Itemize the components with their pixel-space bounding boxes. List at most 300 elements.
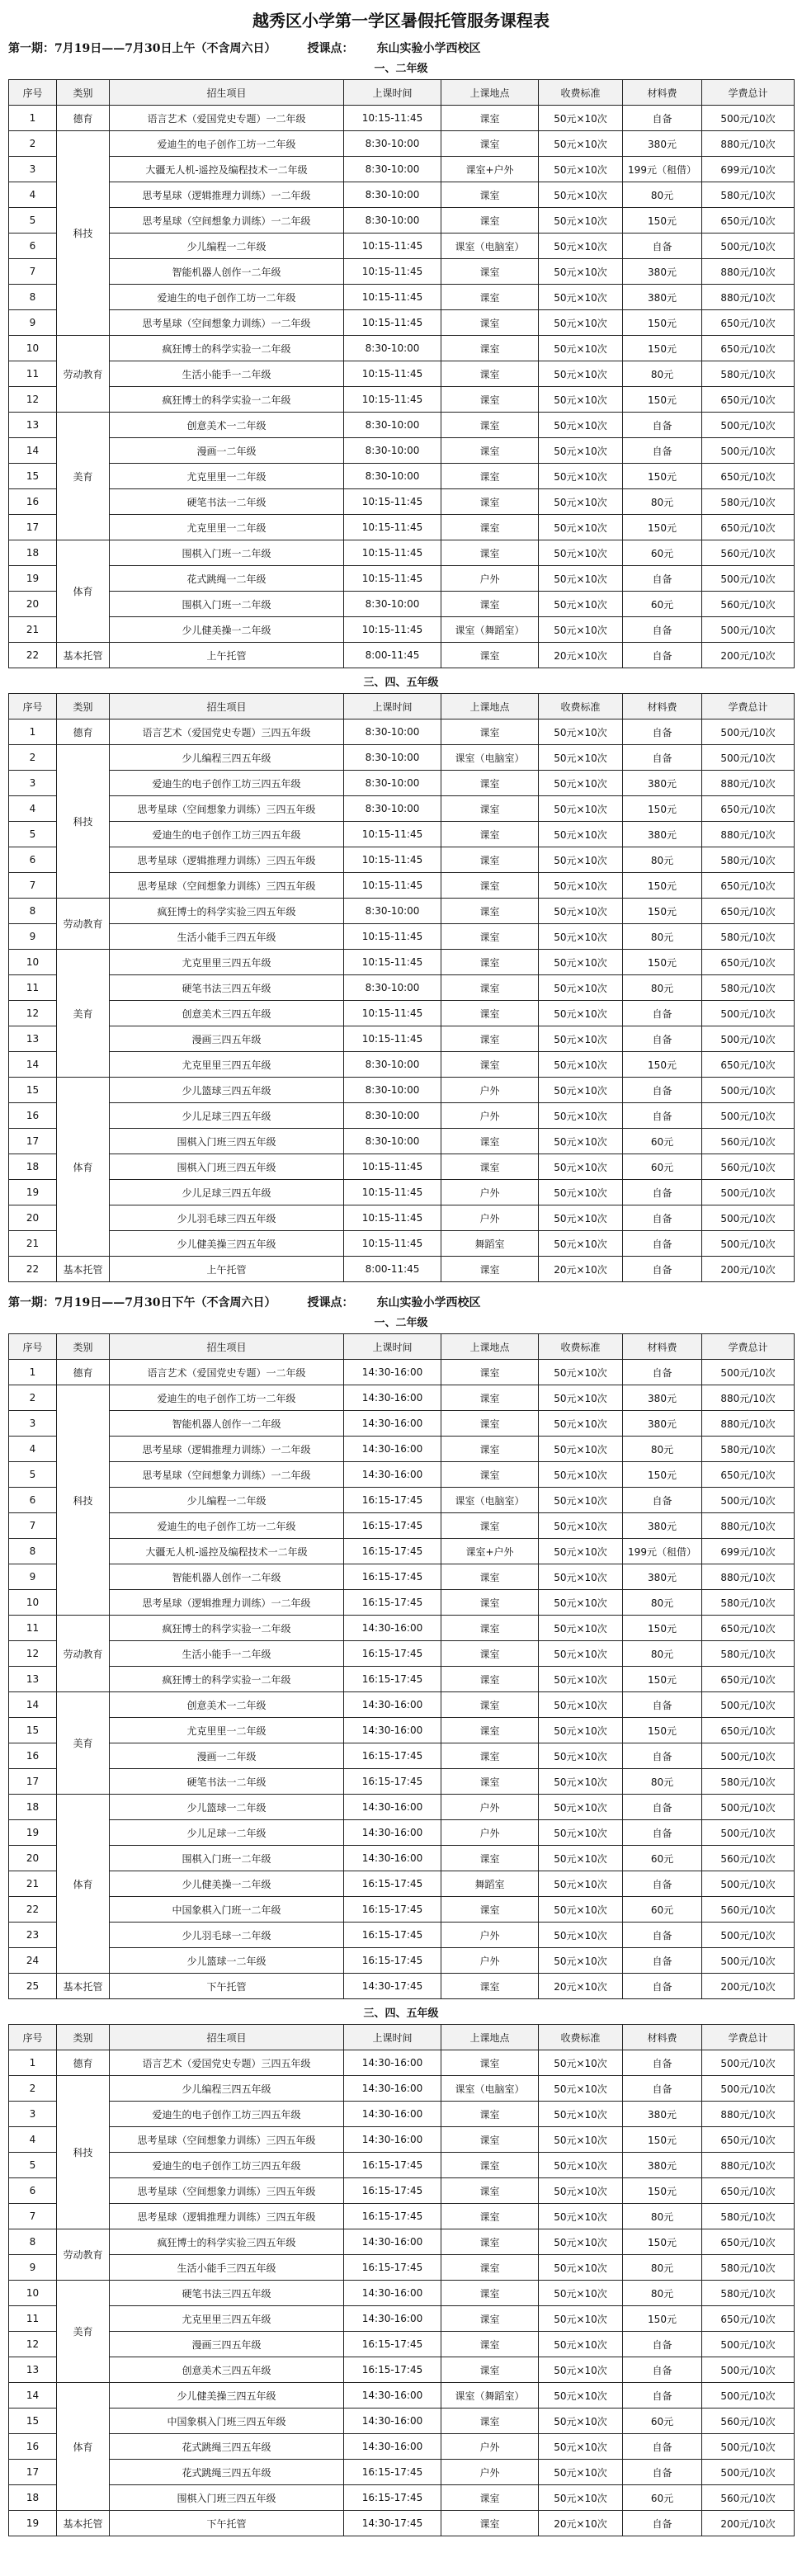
- cell-material: 150元: [623, 387, 702, 413]
- location-label: 授课点：: [307, 42, 354, 55]
- cell-time: 16:15-17:45: [344, 1871, 441, 1897]
- cell-index: 19: [9, 566, 57, 592]
- cell-time: 10:15-11:45: [344, 950, 441, 975]
- cell-total: 650元/10次: [702, 1462, 795, 1488]
- cell-material: 自备: [623, 1103, 702, 1129]
- cell-index: 6: [9, 1488, 57, 1513]
- column-header: 材料费: [623, 2025, 702, 2050]
- cell-location: 户外: [441, 1795, 539, 1820]
- cell-category: 基本托管: [57, 643, 110, 668]
- cell-index: 2: [9, 1385, 57, 1411]
- cell-index: 10: [9, 950, 57, 975]
- table-row: [9, 2229, 795, 2255]
- cell-location: 户外: [441, 1103, 539, 1129]
- cell-material: 380元: [623, 285, 702, 310]
- table-row: [9, 2332, 795, 2357]
- cell-index: 20: [9, 1205, 57, 1231]
- cell-index: 5: [9, 208, 57, 234]
- column-header: 上课时间: [344, 80, 441, 106]
- cell-time: 10:15-11:45: [344, 310, 441, 336]
- cell-course: 围棋入门班三四五年级: [110, 1154, 344, 1180]
- cell-fee: 20元×10次: [539, 2511, 623, 2536]
- cell-total: 880元/10次: [702, 2102, 795, 2127]
- spacer: [8, 1282, 794, 1292]
- table-row: [9, 771, 795, 796]
- cell-time: 8:30-10:00: [344, 975, 441, 1001]
- cell-index: 20: [9, 592, 57, 617]
- cell-time: 14:30-16:00: [344, 1692, 441, 1718]
- table-row: [9, 540, 795, 566]
- cell-course: 漫画一二年级: [110, 1743, 344, 1769]
- cell-total: 500元/10次: [702, 1360, 795, 1385]
- cell-course: 围棋入门班一二年级: [110, 592, 344, 617]
- cell-course: 尤克里里一二年级: [110, 515, 344, 540]
- cell-total: 500元/10次: [702, 1795, 795, 1820]
- cell-material: 自备: [623, 2511, 702, 2536]
- cell-time: 10:15-11:45: [344, 847, 441, 873]
- cell-total: 200元/10次: [702, 2511, 795, 2536]
- cell-fee: 50元×10次: [539, 617, 623, 643]
- cell-location: 课室: [441, 182, 539, 208]
- cell-material: 自备: [623, 1692, 702, 1718]
- table-row: [9, 643, 795, 668]
- cell-index: 6: [9, 2178, 57, 2204]
- cell-material: 自备: [623, 1001, 702, 1026]
- cell-course: 思考星球（空间想象力训练）三四五年级: [110, 873, 344, 899]
- table-row: [9, 1488, 795, 1513]
- table-row: [9, 1667, 795, 1692]
- table-row: [9, 1769, 795, 1795]
- cell-index: 10: [9, 2281, 57, 2306]
- cell-fee: 50元×10次: [539, 157, 623, 182]
- cell-course: 思考星球（空间想象力训练）三四五年级: [110, 2178, 344, 2204]
- cell-fee: 50元×10次: [539, 2153, 623, 2178]
- column-header: 序号: [9, 1334, 57, 1360]
- table-row: [9, 873, 795, 899]
- cell-time: 10:15-11:45: [344, 566, 441, 592]
- cell-location: 课室: [441, 2229, 539, 2255]
- cell-total: 880元/10次: [702, 822, 795, 847]
- cell-fee: 50元×10次: [539, 336, 623, 361]
- cell-fee: 50元×10次: [539, 413, 623, 438]
- cell-course: 围棋入门班一二年级: [110, 1846, 344, 1871]
- column-header: 学费总计: [702, 694, 795, 719]
- cell-time: 14:30-16:00: [344, 1385, 441, 1411]
- cell-course: 智能机器人创作一二年级: [110, 1564, 344, 1590]
- cell-time: 10:15-11:45: [344, 489, 441, 515]
- cell-total: 650元/10次: [702, 2229, 795, 2255]
- cell-location: 课室: [441, 2485, 539, 2511]
- cell-material: 自备: [623, 643, 702, 668]
- cell-index: 3: [9, 771, 57, 796]
- cell-time: 16:15-17:45: [344, 2357, 441, 2383]
- cell-location: 课室: [441, 924, 539, 950]
- cell-index: 19: [9, 1820, 57, 1846]
- column-header: 材料费: [623, 1334, 702, 1360]
- cell-index: 13: [9, 1667, 57, 1692]
- cell-course: 少儿编程三四五年级: [110, 745, 344, 771]
- column-header: 招生项目: [110, 80, 344, 106]
- cell-time: 10:15-11:45: [344, 259, 441, 285]
- cell-total: 560元/10次: [702, 1154, 795, 1180]
- cell-location: 课室: [441, 2511, 539, 2536]
- cell-material: 自备: [623, 1488, 702, 1513]
- cell-course: 思考星球（逻辑推理力训练）三四五年级: [110, 847, 344, 873]
- course-table: [8, 693, 795, 1282]
- cell-fee: 50元×10次: [539, 1820, 623, 1846]
- cell-fee: 50元×10次: [539, 1103, 623, 1129]
- table-row: [9, 208, 795, 234]
- cell-total: 500元/10次: [702, 1026, 795, 1052]
- cell-material: 150元: [623, 2127, 702, 2153]
- cell-total: 500元/10次: [702, 1180, 795, 1205]
- cell-location: 舞蹈室: [441, 1871, 539, 1897]
- cell-material: 380元: [623, 1513, 702, 1539]
- cell-material: 60元: [623, 1154, 702, 1180]
- table-row: [9, 2153, 795, 2178]
- cell-total: 500元/10次: [702, 234, 795, 259]
- cell-course: 少儿编程三四五年级: [110, 2076, 344, 2102]
- cell-fee: 50元×10次: [539, 515, 623, 540]
- cell-fee: 50元×10次: [539, 1437, 623, 1462]
- cell-fee: 50元×10次: [539, 1846, 623, 1871]
- cell-material: 380元: [623, 771, 702, 796]
- table-row: [9, 1974, 795, 1999]
- cell-material: 自备: [623, 1820, 702, 1846]
- cell-index: 15: [9, 464, 57, 489]
- cell-material: 150元: [623, 515, 702, 540]
- cell-fee: 50元×10次: [539, 310, 623, 336]
- cell-location: 课室+户外: [441, 157, 539, 182]
- cell-time: 16:15-17:45: [344, 2153, 441, 2178]
- cell-location: 课室（舞蹈室）: [441, 617, 539, 643]
- cell-course: 爱迪生的电子创作工坊三四五年级: [110, 2153, 344, 2178]
- table-row: [9, 2357, 795, 2383]
- cell-course: 思考星球（空间想象力训练）一二年级: [110, 208, 344, 234]
- cell-fee: 50元×10次: [539, 540, 623, 566]
- cell-time: 16:15-17:45: [344, 1641, 441, 1667]
- cell-course: 硬笔书法一二年级: [110, 1769, 344, 1795]
- cell-time: 16:15-17:45: [344, 2178, 441, 2204]
- course-table: [8, 2024, 795, 2536]
- cell-material: 自备: [623, 2383, 702, 2409]
- table-row: [9, 950, 795, 975]
- cell-location: 户外: [441, 566, 539, 592]
- cell-index: 7: [9, 1513, 57, 1539]
- cell-material: 150元: [623, 1052, 702, 1078]
- cell-total: 650元/10次: [702, 464, 795, 489]
- cell-index: 7: [9, 873, 57, 899]
- cell-location: 课室: [441, 771, 539, 796]
- cell-fee: 50元×10次: [539, 975, 623, 1001]
- cell-category: 劳动教育: [57, 336, 110, 413]
- cell-material: 80元: [623, 1641, 702, 1667]
- spacer: [8, 2536, 794, 2546]
- table-row: [9, 182, 795, 208]
- table-row: [9, 1616, 795, 1641]
- cell-index: 13: [9, 413, 57, 438]
- cell-category: 德育: [57, 106, 110, 131]
- column-header: 类别: [57, 80, 110, 106]
- table-row: [9, 157, 795, 182]
- cell-total: 500元/10次: [702, 2434, 795, 2460]
- cell-course: 语言艺术（爱国党史专题）一二年级: [110, 1360, 344, 1385]
- table-row: [9, 1897, 795, 1923]
- cell-total: 500元/10次: [702, 1231, 795, 1257]
- cell-total: 650元/10次: [702, 2127, 795, 2153]
- cell-course: 少儿篮球三四五年级: [110, 1078, 344, 1103]
- cell-course: 疯狂博士的科学实验三四五年级: [110, 2229, 344, 2255]
- cell-fee: 50元×10次: [539, 464, 623, 489]
- cell-fee: 50元×10次: [539, 2255, 623, 2281]
- table-row: [9, 2255, 795, 2281]
- cell-material: 80元: [623, 1437, 702, 1462]
- cell-material: 自备: [623, 719, 702, 745]
- table-row: [9, 234, 795, 259]
- cell-material: 150元: [623, 464, 702, 489]
- cell-time: 10:15-11:45: [344, 285, 441, 310]
- cell-fee: 20元×10次: [539, 643, 623, 668]
- cell-material: 60元: [623, 592, 702, 617]
- cell-location: 课室: [441, 1154, 539, 1180]
- cell-fee: 50元×10次: [539, 2127, 623, 2153]
- cell-index: 2: [9, 745, 57, 771]
- cell-material: 80元: [623, 1769, 702, 1795]
- cell-total: 560元/10次: [702, 592, 795, 617]
- cell-material: 150元: [623, 950, 702, 975]
- cell-course: 创意美术一二年级: [110, 1692, 344, 1718]
- table-row: [9, 1718, 795, 1743]
- cell-material: 自备: [623, 617, 702, 643]
- cell-fee: 50元×10次: [539, 1231, 623, 1257]
- column-header: 收费标准: [539, 80, 623, 106]
- cell-location: 户外: [441, 1205, 539, 1231]
- cell-course: 尤克里里三四五年级: [110, 950, 344, 975]
- cell-time: 14:30-16:00: [344, 1718, 441, 1743]
- cell-category: 德育: [57, 1360, 110, 1385]
- cell-index: 25: [9, 1974, 57, 1999]
- cell-course: 硬笔书法三四五年级: [110, 975, 344, 1001]
- cell-fee: 50元×10次: [539, 234, 623, 259]
- table-row: [9, 361, 795, 387]
- cell-location: 课室: [441, 822, 539, 847]
- cell-course: 智能机器人创作一二年级: [110, 259, 344, 285]
- cell-location: 课室+户外: [441, 1539, 539, 1564]
- column-header: 序号: [9, 694, 57, 719]
- table-row: [9, 1743, 795, 1769]
- table-row: [9, 1026, 795, 1052]
- cell-location: 课室: [441, 131, 539, 157]
- cell-material: 80元: [623, 2255, 702, 2281]
- cell-total: 580元/10次: [702, 361, 795, 387]
- cell-location: 课室: [441, 643, 539, 668]
- cell-total: 580元/10次: [702, 2204, 795, 2229]
- cell-index: 19: [9, 1180, 57, 1205]
- table-row: [9, 106, 795, 131]
- cell-fee: 20元×10次: [539, 1257, 623, 1282]
- cell-material: 80元: [623, 2204, 702, 2229]
- cell-material: 80元: [623, 847, 702, 873]
- cell-category: 美育: [57, 413, 110, 540]
- cell-index: 8: [9, 1539, 57, 1564]
- cell-fee: 20元×10次: [539, 1974, 623, 1999]
- cell-total: 500元/10次: [702, 1078, 795, 1103]
- cell-location: 课室: [441, 1385, 539, 1411]
- cell-course: 花式跳绳三四五年级: [110, 2434, 344, 2460]
- cell-location: 课室: [441, 540, 539, 566]
- cell-index: 16: [9, 1743, 57, 1769]
- cell-fee: 50元×10次: [539, 1462, 623, 1488]
- table-row: [9, 1513, 795, 1539]
- cell-total: 500元/10次: [702, 2050, 795, 2076]
- cell-index: 4: [9, 796, 57, 822]
- cell-index: 6: [9, 234, 57, 259]
- grade-heading: 一、二年级: [374, 63, 428, 75]
- column-header: 序号: [9, 80, 57, 106]
- cell-course: 花式跳绳三四五年级: [110, 2460, 344, 2485]
- cell-category: 美育: [57, 1692, 110, 1795]
- cell-fee: 50元×10次: [539, 1360, 623, 1385]
- cell-location: 户外: [441, 2434, 539, 2460]
- cell-location: 课室: [441, 592, 539, 617]
- session-period: 第一期：7月19日——7月30日下午（不含周六日）: [8, 1296, 276, 1309]
- cell-course: 围棋入门班三四五年级: [110, 2485, 344, 2511]
- table-row: [9, 847, 795, 873]
- cell-course: 疯狂博士的科学实验一二年级: [110, 387, 344, 413]
- cell-time: 10:15-11:45: [344, 1154, 441, 1180]
- cell-fee: 50元×10次: [539, 1692, 623, 1718]
- table-row: [9, 1641, 795, 1667]
- grade-heading: 三、四、五年级: [363, 2007, 439, 2020]
- cell-index: 14: [9, 2383, 57, 2409]
- cell-index: 21: [9, 1871, 57, 1897]
- cell-time: 10:15-11:45: [344, 1180, 441, 1205]
- table-row: [9, 1590, 795, 1616]
- cell-index: 10: [9, 1590, 57, 1616]
- cell-total: 650元/10次: [702, 950, 795, 975]
- table-row: [9, 489, 795, 515]
- cell-fee: 50元×10次: [539, 106, 623, 131]
- cell-total: 650元/10次: [702, 2178, 795, 2204]
- cell-total: 650元/10次: [702, 515, 795, 540]
- cell-material: 自备: [623, 413, 702, 438]
- cell-category: 科技: [57, 745, 110, 899]
- cell-course: 上午托管: [110, 1257, 344, 1282]
- cell-time: 16:15-17:45: [344, 1948, 441, 1974]
- cell-location: 户外: [441, 1078, 539, 1103]
- cell-course: 思考星球（逻辑推理力训练）一二年级: [110, 1437, 344, 1462]
- cell-total: 560元/10次: [702, 540, 795, 566]
- cell-fee: 50元×10次: [539, 719, 623, 745]
- cell-total: 200元/10次: [702, 1974, 795, 1999]
- table-row: [9, 2409, 795, 2434]
- table-row: [9, 822, 795, 847]
- cell-fee: 50元×10次: [539, 796, 623, 822]
- cell-location: 课室: [441, 1052, 539, 1078]
- column-header: 材料费: [623, 694, 702, 719]
- table-row: [9, 745, 795, 771]
- column-header: 上课地点: [441, 1334, 539, 1360]
- cell-course: 疯狂博士的科学实验一二年级: [110, 336, 344, 361]
- cell-index: 20: [9, 1846, 57, 1871]
- cell-category: 劳动教育: [57, 2229, 110, 2281]
- cell-time: 14:30-16:00: [344, 1616, 441, 1641]
- cell-category: 美育: [57, 950, 110, 1078]
- table-row: [9, 387, 795, 413]
- table-row: [9, 2127, 795, 2153]
- table-row: [9, 1846, 795, 1871]
- cell-fee: 50元×10次: [539, 822, 623, 847]
- cell-fee: 50元×10次: [539, 2102, 623, 2127]
- cell-total: 560元/10次: [702, 1897, 795, 1923]
- cell-time: 8:30-10:00: [344, 413, 441, 438]
- table-row: [9, 2485, 795, 2511]
- cell-material: 自备: [623, 1795, 702, 1820]
- cell-category: 基本托管: [57, 1974, 110, 1999]
- cell-fee: 50元×10次: [539, 771, 623, 796]
- cell-fee: 50元×10次: [539, 2485, 623, 2511]
- cell-material: 80元: [623, 361, 702, 387]
- cell-total: 650元/10次: [702, 336, 795, 361]
- cell-material: 150元: [623, 336, 702, 361]
- course-table: [8, 79, 795, 668]
- cell-index: 2: [9, 2076, 57, 2102]
- cell-location: 课室: [441, 361, 539, 387]
- cell-location: 课室: [441, 1692, 539, 1718]
- cell-total: 880元/10次: [702, 131, 795, 157]
- column-header: 学费总计: [702, 80, 795, 106]
- cell-course: 少儿足球三四五年级: [110, 1180, 344, 1205]
- cell-fee: 50元×10次: [539, 285, 623, 310]
- cell-time: 8:30-10:00: [344, 1078, 441, 1103]
- cell-location: 课室: [441, 208, 539, 234]
- cell-time: 10:15-11:45: [344, 822, 441, 847]
- cell-time: 10:15-11:45: [344, 1001, 441, 1026]
- cell-location: 课室: [441, 2204, 539, 2229]
- cell-index: 14: [9, 1052, 57, 1078]
- cell-course: 少儿篮球一二年级: [110, 1948, 344, 1974]
- table-row: [9, 1360, 795, 1385]
- cell-time: 10:15-11:45: [344, 361, 441, 387]
- cell-material: 自备: [623, 1231, 702, 1257]
- cell-material: 150元: [623, 899, 702, 924]
- cell-fee: 50元×10次: [539, 1795, 623, 1820]
- cell-material: 自备: [623, 2076, 702, 2102]
- cell-fee: 50元×10次: [539, 1078, 623, 1103]
- cell-time: 8:30-10:00: [344, 719, 441, 745]
- cell-total: 200元/10次: [702, 1257, 795, 1282]
- cell-index: 14: [9, 438, 57, 464]
- cell-time: 8:30-10:00: [344, 208, 441, 234]
- cell-course: 大疆无人机-遥控及编程技术一二年级: [110, 1539, 344, 1564]
- cell-index: 12: [9, 387, 57, 413]
- cell-total: 580元/10次: [702, 847, 795, 873]
- cell-material: 自备: [623, 2460, 702, 2485]
- cell-material: 80元: [623, 489, 702, 515]
- cell-course: 语言艺术（爱国党史专题）三四五年级: [110, 2050, 344, 2076]
- cell-total: 500元/10次: [702, 413, 795, 438]
- cell-course: 少儿篮球一二年级: [110, 1795, 344, 1820]
- cell-index: 11: [9, 2306, 57, 2332]
- cell-location: 课室: [441, 2357, 539, 2383]
- table-row: [9, 310, 795, 336]
- cell-location: 户外: [441, 1820, 539, 1846]
- cell-material: 380元: [623, 259, 702, 285]
- cell-course: 上午托管: [110, 643, 344, 668]
- cell-time: 8:30-10:00: [344, 1129, 441, 1154]
- column-header: 材料费: [623, 80, 702, 106]
- cell-location: 课室: [441, 1743, 539, 1769]
